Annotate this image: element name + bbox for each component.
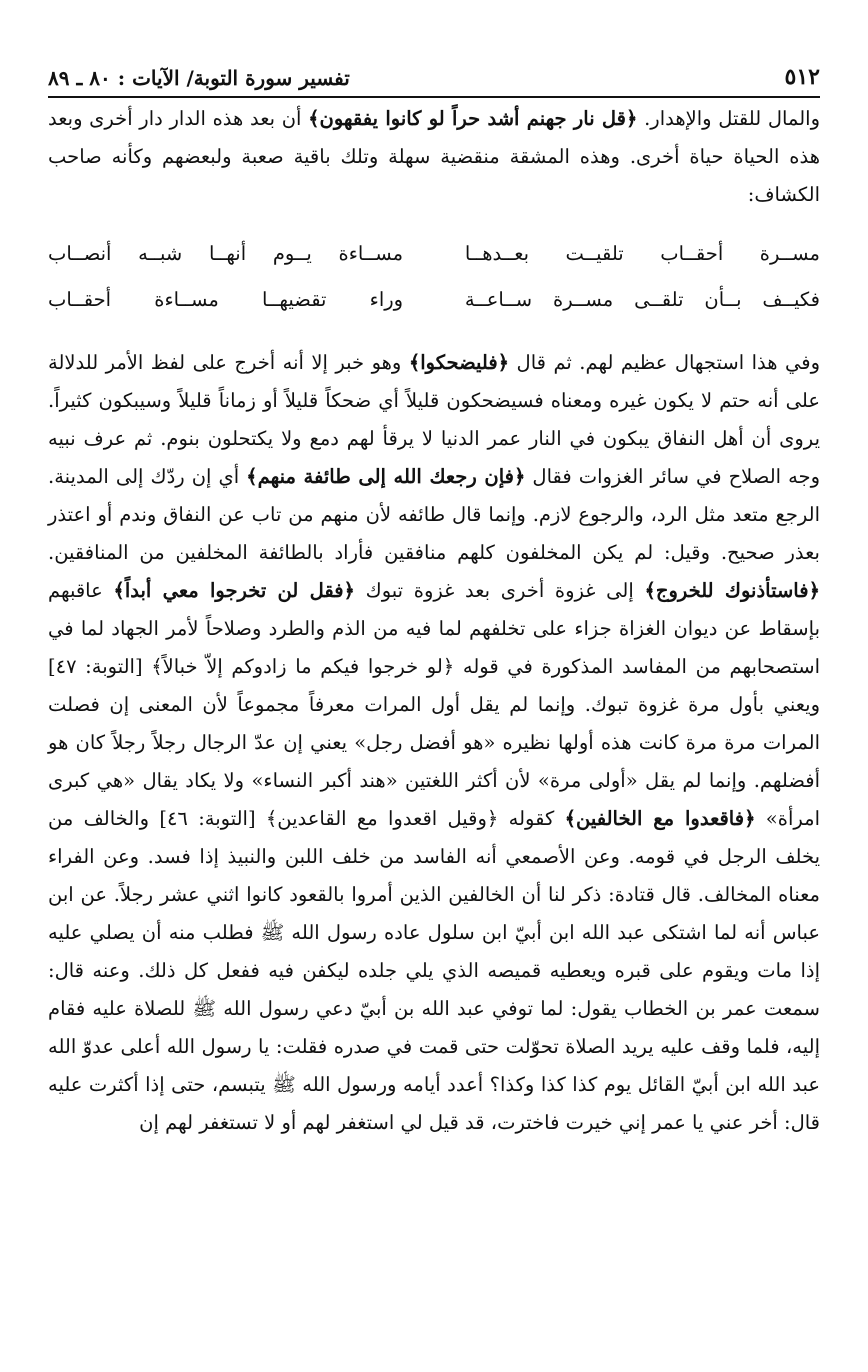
quran-verse: ﴿فقل لن تخرجوا معي أبداً﴾: [113, 579, 355, 602]
paragraph-2: [48, 344, 820, 1142]
quran-verse: ﴿فاقعدوا مع الخالفين﴾: [564, 807, 756, 830]
text-run: أن بعد هذه الدار دار أخرى وبعد هذه الحياة حياة أخرى. وهذه المشقة منقضية سهلة وتلك باقية صعبة ولبعضهم وكأنه صاحب الكشاف:: [48, 107, 820, 206]
verse-second-hemistich: مســاءة يــوم أنهــا شبــه أنصــاب: [48, 241, 404, 265]
poem: [48, 230, 820, 322]
running-title: تفسير سورة التوبة/ الآيات : ٨٠ ـ ٨٩: [48, 66, 350, 90]
text-run: كقوله ﴿وقيل اقعدوا مع القاعدين﴾ [التوبة: ٤٦] والخالف من يخلف الرجل في قومه. وعن الأصمعي أنه الفاسد من خلف اللبن والنبيذ إذا فسد. وعن الفراء معناه المخالف. قال قتادة: ذكر لنا أن الخالفين الذين أمروا بالقعود كانوا اثني عشر رجلاً. عن ابن عباس أنه لما اشتكى عبد الله ابن أبيّ ابن سلول عاده رسول الله ﷺ فطلب منه أن يصلي عليه إذا مات ويقوم على قبره ويعطيه قميصه الذي يلي جلده ليكفن فيه ففعل كل ذلك. وعنه قال: سمعت عمر بن الخطاب يقول: لما توفي عبد الله بن أبيّ دعي رسول الله ﷺ للصلاة عليه فقام إليه، فلما وقف عليه يريد الصلاة تحوّلت حتى قمت في صدره فقلت: يا رسول الله أعلى عدوّ الله عبد الله ابن أبيّ القائل يوم كذا كذا وكذا؟ أعدد أيامه ورسول الله ﷺ يتبسم، حتى إذا أكثرت عليه قال: أخر عني يا عمر إني خيرت فاخترت، قد قيل لي استغفر لهم أو لا تستغفر لهم إن: [48, 807, 820, 1134]
verse-first-hemistich: مســرة أحقــاب تلقيــت بعــدهــا: [464, 241, 820, 265]
quran-verse: ﴿فليضحكوا﴾: [408, 351, 510, 374]
paragraph-1: [48, 100, 820, 214]
verse-first-hemistich: فكيــف بــأن تلقــى مســرة ســاعــة: [464, 287, 820, 311]
text-run: والمال للقتل والإهدار.: [637, 107, 820, 130]
page-number: ٥١٢: [784, 64, 820, 90]
text-run: عاقبهم بإسقاط عن ديوان الغزاة جزاء على تخلفهم لما فيه من الذم والطرد وصلاحاً لأمر الجهاد لما في استصحابهم من المفاسد المذكورة في قوله ﴿لو خرجوا فيكم ما زادوكم إلاّ خبالاً﴾ [التوبة: ٤٧] ويعني بأول مرة غزوة تبوك. وإنما لم يقل أول المرات معرفاً مجموعاً لأن المعنى إن فصلت المرات مرة مرة كانت هذه أولها نظيره «هو أفضل رجل» يعني إن عدّ الرجال رجلاً رجلاً كان هو أفضلهم. وإنما لم يقل «أولى مرة» لأن أكثر اللغتين «هند أكبر النساء» ولا يكاد يقال «هي كبرى امرأة»: [48, 579, 820, 830]
text-run: إلى غزوة أخرى بعد غزوة تبوك: [354, 579, 645, 602]
quran-verse: ﴿قل نار جهنم أشد حراً لو كانوا يفقهون﴾: [308, 107, 638, 130]
page-header: [48, 56, 820, 98]
poem-verse: [48, 276, 820, 322]
text-run: أي إن ردّك إلى المدينة. الرجع متعد مثل الرد، والرجوع لازم. وإنما قال طائفه لأن منهم من تاب عن النفاق وندم أو اعتذر بعذر صحيح. وقيل: لم يكن المخلفون كلهم منافقين فأراد بالطائفة المخلفين من المنافقين.: [48, 465, 820, 564]
text-run: وهو خبر إلا أنه أخرج على لفظ الأمر للدلالة على أنه حتم لا يكون غيره ومعناه فسيضحكون قليلاً أي ضحكاً قليلاً أو زماناً قليلاً وسيبكون كثيراً. يروى أن أهل النفاق يبكون في النار عمر الدنيا لا يرقأ لهم دمع ولا يكتحلون بنوم. ثم عرف نبيه وجه الصلاح في سائر الغزوات فقال: [48, 351, 821, 488]
quran-verse: ﴿فإن رجعك الله إلى طائفة منهم﴾: [246, 465, 526, 488]
verse-second-hemistich: وراء تقضيهــا مســاءة أحقــاب: [48, 287, 404, 311]
poem-verse: [48, 230, 820, 276]
text-run: وفي هذا استجهال عظيم لهم. ثم قال: [509, 351, 820, 374]
quran-verse: ﴿فاستأذنوك للخروج﴾: [644, 579, 820, 602]
page: [48, 56, 820, 1142]
